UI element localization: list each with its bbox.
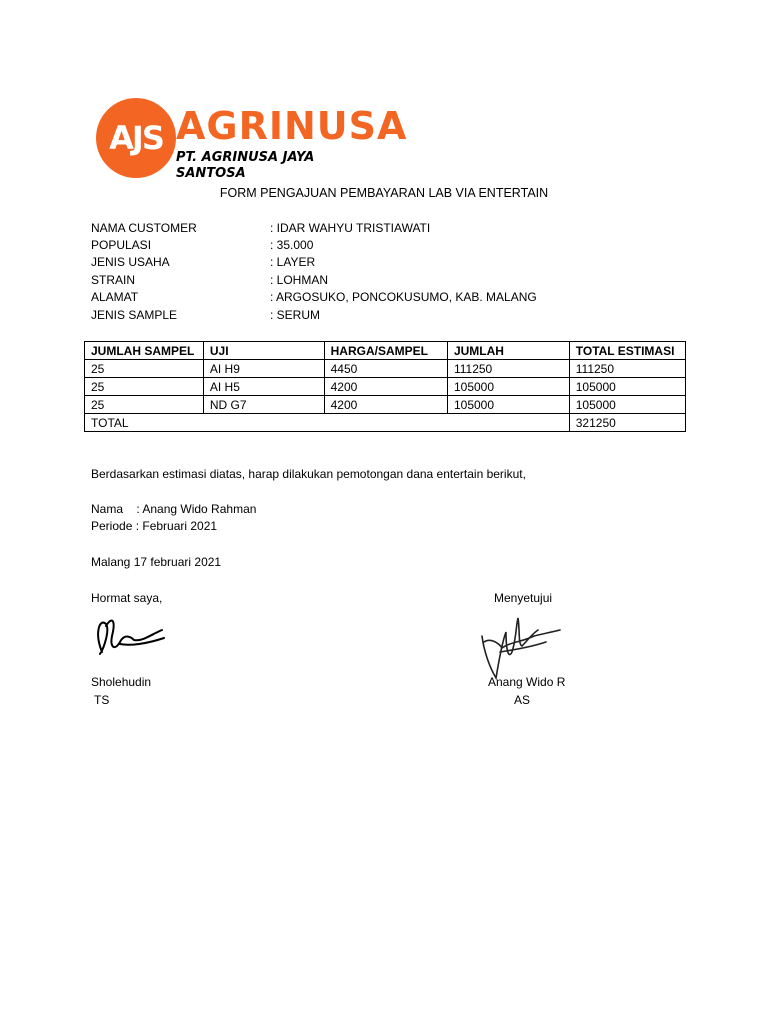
table-header-row <box>85 342 686 360</box>
logo-mark-text: AJS <box>109 119 163 157</box>
left-signature-icon <box>90 612 168 662</box>
field-label-populasi: POPULASI <box>91 238 152 252</box>
table-cell: 4200 <box>324 378 447 396</box>
table-cell: 25 <box>85 360 204 378</box>
left-signer-name: Sholehudin <box>91 675 152 689</box>
field-value-nama-customer: : IDAR WAHYU TRISTIAWATI <box>270 221 431 235</box>
field-value-alamat: : ARGOSUKO, PONCOKUSUMO, KAB. MALANG <box>270 290 537 304</box>
estimate-table <box>84 341 686 432</box>
table-total-row <box>85 414 686 432</box>
logo-company-name: AGRINUSA <box>176 104 408 148</box>
field-label-jenis-usaha: JENIS USAHA <box>91 255 170 269</box>
field-value-jenis-sample: : SERUM <box>270 308 321 322</box>
table-cell: 105000 <box>447 378 569 396</box>
table-header: TOTAL ESTIMASI <box>569 342 685 360</box>
table-cell: AI H9 <box>203 360 324 378</box>
right-signer-role: AS <box>514 693 531 707</box>
table-cell: 4200 <box>324 396 447 414</box>
table-cell: 111250 <box>569 360 685 378</box>
periode-line: Periode : Februari 2021 <box>91 519 218 533</box>
table-cell: 25 <box>85 378 204 396</box>
field-value-strain: : LOHMAN <box>270 273 329 287</box>
table-header: HARGA/SAMPEL <box>324 342 447 360</box>
table-cell: ND G7 <box>203 396 324 414</box>
table-cell: 105000 <box>569 396 685 414</box>
table-cell: 25 <box>85 396 204 414</box>
field-label-alamat: ALAMAT <box>91 290 139 304</box>
table-header: UJI <box>203 342 324 360</box>
table-cell: 105000 <box>569 378 685 396</box>
field-value-jenis-usaha: : LAYER <box>270 255 316 269</box>
table-header: JUMLAH <box>447 342 569 360</box>
left-signer-role: TS <box>94 693 110 707</box>
table-cell: 111250 <box>447 360 569 378</box>
field-label-jenis-sample: JENIS SAMPLE <box>91 308 178 322</box>
table-total-label: TOTAL <box>85 414 570 432</box>
logo-mark <box>96 98 176 178</box>
date-line: Malang 17 februari 2021 <box>91 555 222 569</box>
field-label-strain: STRAIN <box>91 273 136 287</box>
nama-line: Nama : Anang Wido Rahman <box>91 502 257 516</box>
field-label-nama-customer: NAMA CUSTOMER <box>91 221 197 235</box>
table-row <box>85 378 686 396</box>
table-cell: AI H5 <box>203 378 324 396</box>
logo-company-subtitle: PT. AGRINUSA JAYA SANTOSA <box>176 150 315 181</box>
right-greeting: Menyetujui <box>494 591 553 605</box>
table-row <box>85 396 686 414</box>
left-greeting: Hormat saya, <box>91 591 163 605</box>
table-cell: 105000 <box>447 396 569 414</box>
company-logo <box>96 98 408 182</box>
right-signature-icon <box>476 612 566 684</box>
table-total-value: 321250 <box>569 414 685 432</box>
table-row <box>85 360 686 378</box>
table-header: JUMLAH SAMPEL <box>85 342 204 360</box>
table-cell: 4450 <box>324 360 447 378</box>
right-signer-name: Anang Wido R <box>488 675 566 689</box>
document-title: FORM PENGAJUAN PEMBAYARAN LAB VIA ENTERTAIN <box>219 186 549 200</box>
field-value-populasi: : 35.000 <box>270 238 314 252</box>
statement-text: Berdasarkan estimasi diatas, harap dilakukan pemotongan dana entertain berikut, <box>91 467 526 481</box>
